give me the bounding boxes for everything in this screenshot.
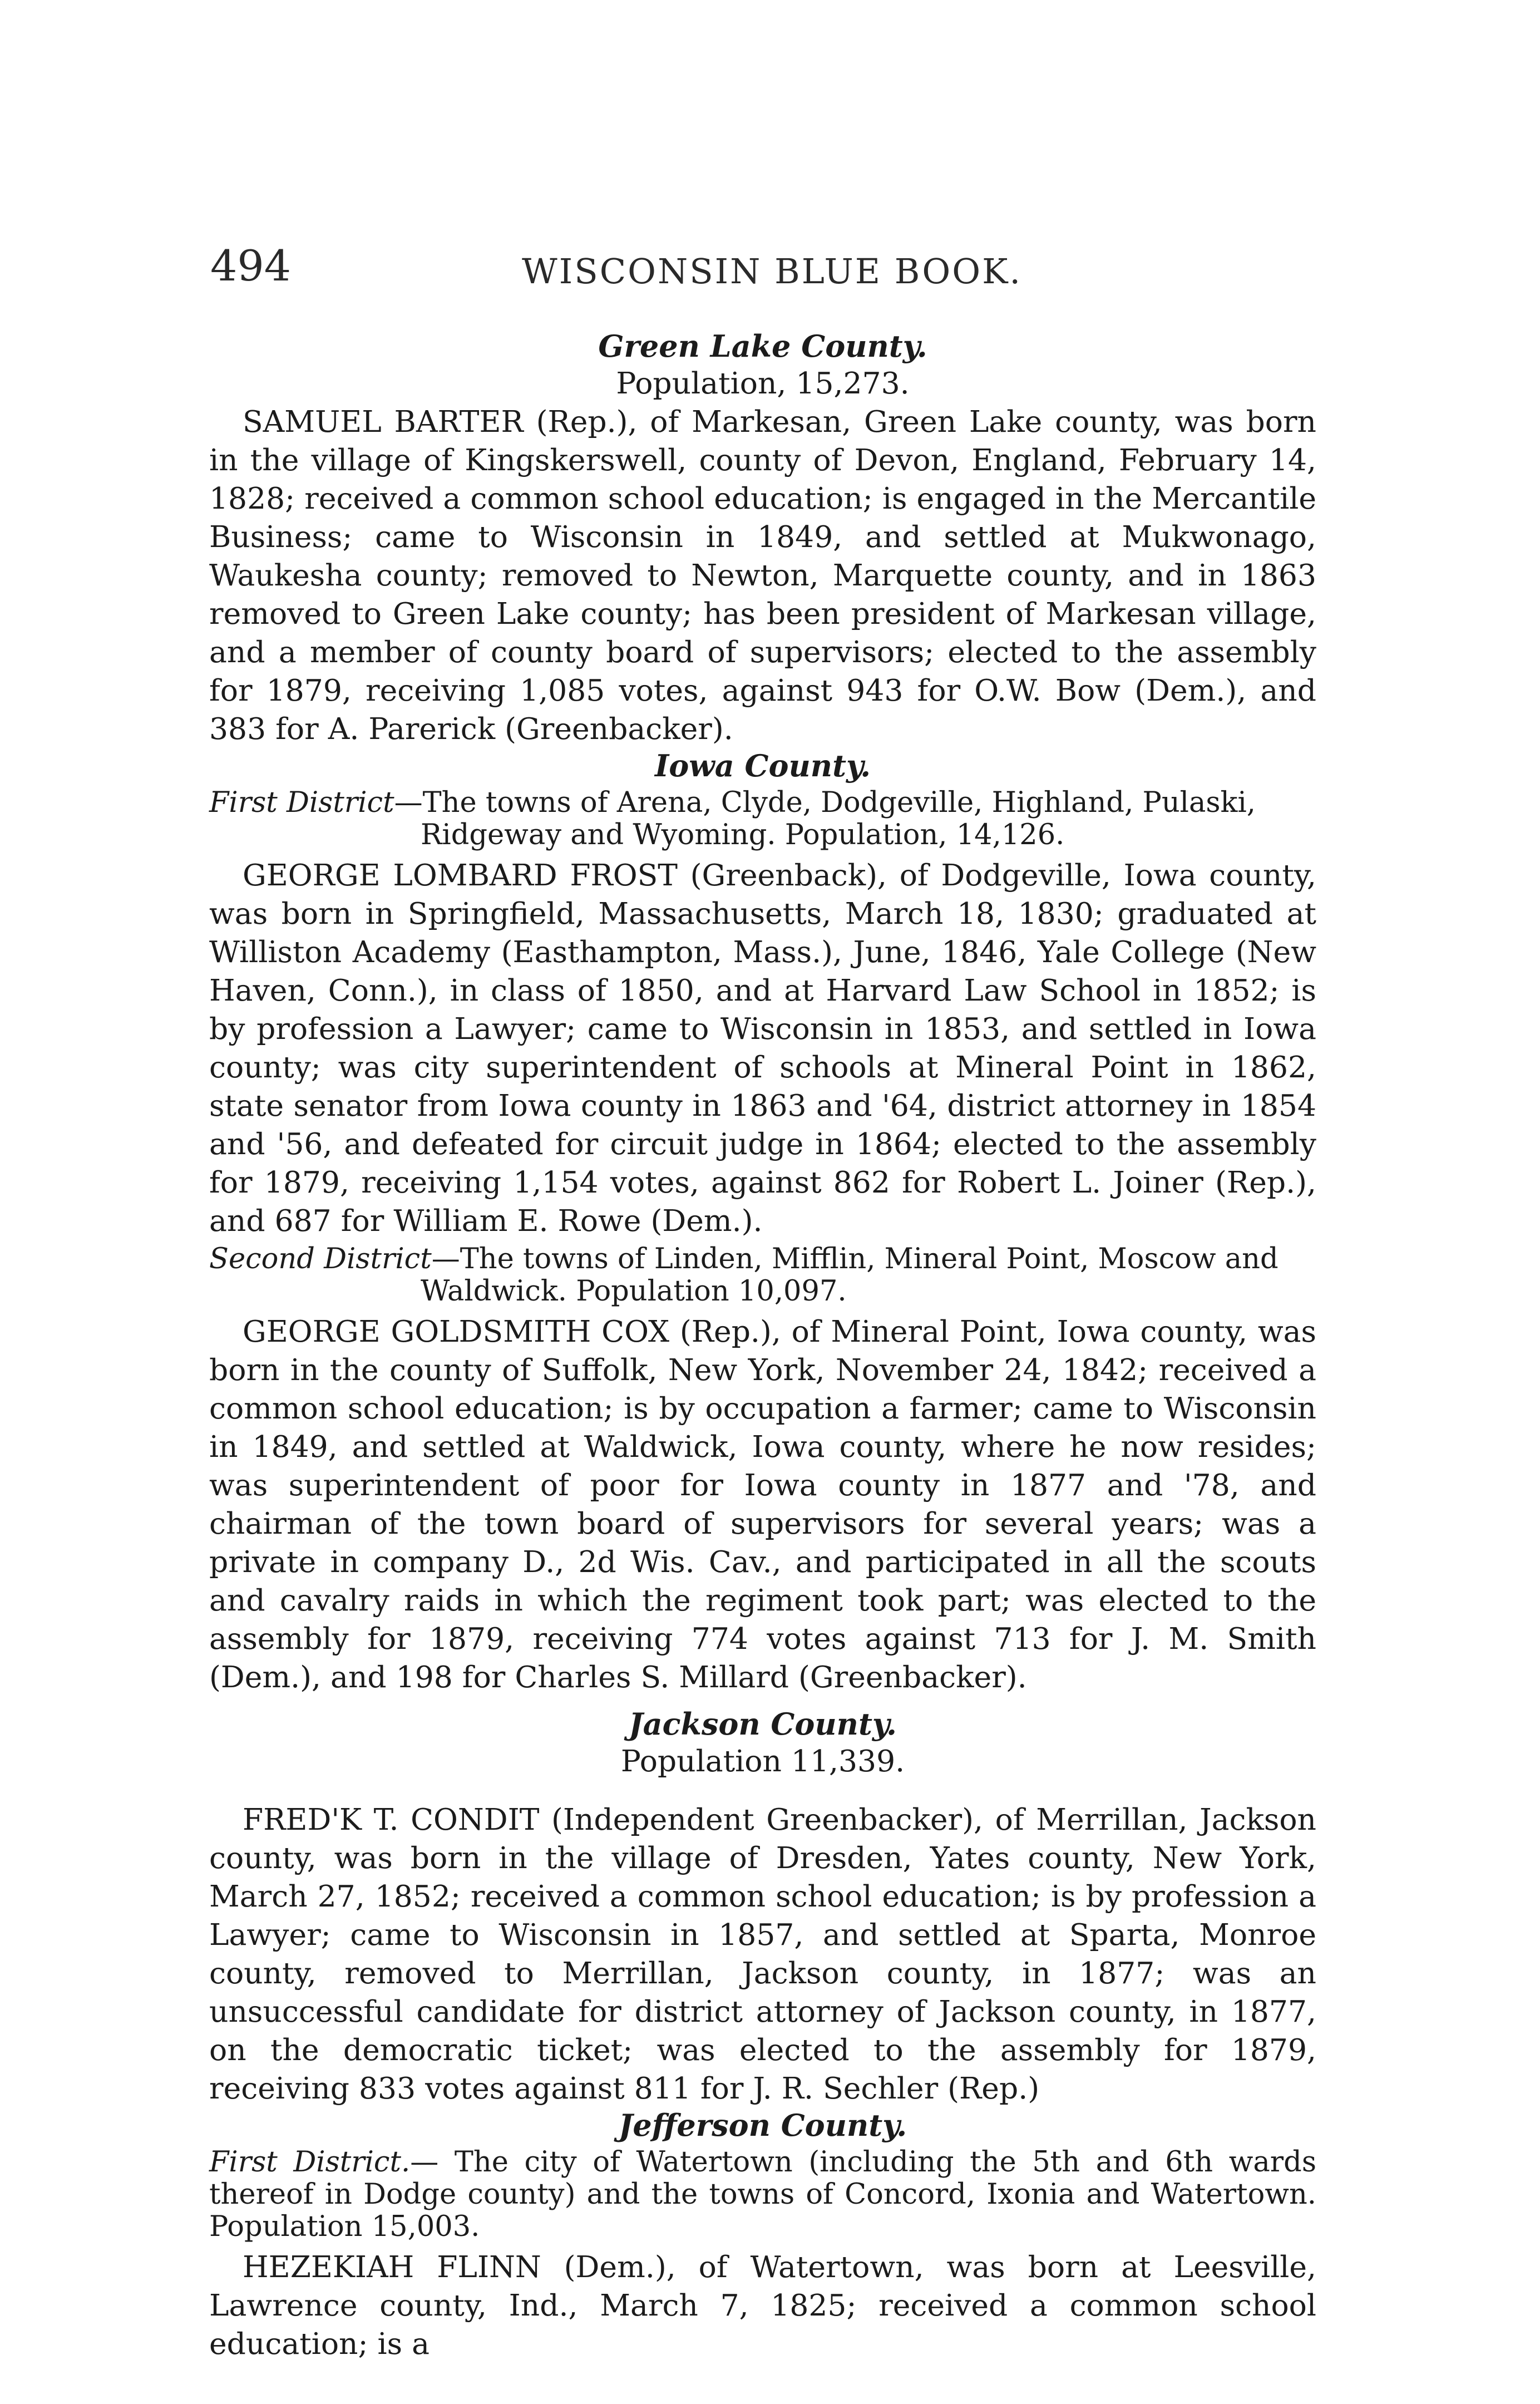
county-heading-jackson: Jackson County. xyxy=(629,1706,897,1742)
district-description-continued: Ridgeway and Wyoming. Population, 14,126. xyxy=(421,819,1065,851)
bio-samuel-barter: SAMUEL BARTER (Rep.), of Markesan, Green Lake county, was born in the village of Kingskerswell, county of Devon, England, February 14, 1828; received a common school education; is engaged in the Mercantile Business; came to Wisconsin in 1849, and settled at Mukwonago, Waukesha county; removed to Newton, Marquette county, and in 1863 removed to Green Lake county; has been president of Markesan village, and a member of county board of supervisors; elected to the assembly for 1879, receiving 1,085 votes, against 943 for O.W. Bow (Dem.), and 383 for A. Parerick (Greenbacker). xyxy=(209,404,1316,746)
county-heading-green-lake: Green Lake County. xyxy=(598,328,927,364)
district-description: —The towns of Linden, Mifflin, Mineral Point, Moscow and xyxy=(431,1243,1279,1275)
bio-hezekiah-flinn: HEZEKIAH FLINN (Dem.), of Watertown, was born at Leesville, Lawrence county, Ind., March 7, 1825; received a common school education; is a xyxy=(209,2249,1316,2361)
district-label: First District xyxy=(209,786,394,819)
population-green-lake: Population, 15,273. xyxy=(616,366,910,401)
bio-george-goldsmith-cox: GEORGE GOLDSMITH COX (Rep.), of Mineral Point, Iowa county, was born in the county of Suffolk, New York, November 24, 1842; received a common school education; is by occupation a farmer; came to Wisconsin in 1849, and settled at Waldwick, Iowa county, where he now resides; was superintendent of poor for Iowa county in 1877 and '78, and chairman of the town board of supervisors for several years; was a private in company D., 2d Wis. Cav., and participated in all the scouts and cavalry raids in which the regiment took part; was elected to the assembly for 1879, receiving 774 votes against 713 for J. M. Smith (Dem.), and 198 for Charles S. Millard (Greenbacker). xyxy=(209,1314,1316,1694)
running-title: WISCONSIN BLUE BOOK. xyxy=(522,251,1023,292)
county-heading-jefferson: Jefferson County. xyxy=(618,2107,907,2143)
district-description: —The towns of Arena, Clyde, Dodgeville, Highland, Pulaski, xyxy=(394,786,1256,819)
district-jefferson-first xyxy=(209,2146,1316,2243)
page-header xyxy=(210,238,1323,305)
district-description: — The city of Watertown (including the 5th and 6th wards thereof in Dodge county) and the towns of Concord, Ixonia and Watertown. Population 15,003. xyxy=(209,2146,1316,2243)
district-iowa-second xyxy=(209,1243,1316,1308)
population-jackson: Population 11,339. xyxy=(620,1743,905,1779)
bio-fredk-t-condit: FRED'K T. CONDIT (Independent Greenbacker), of Merrillan, Jackson county, was born in the village of Dresden, Yates county, New York, March 27, 1852; received a common school education; is by profession a Lawyer; came to Wisconsin in 1857, and settled at Sparta, Monroe county, removed to Merrillan, Jackson county, in 1877; was an unsuccessful candidate for district attorney of Jackson county, in 1877, on the democratic ticket; was elected to the assembly for 1879, receiving 833 votes against 811 for J. R. Sechler (Rep.) xyxy=(209,1802,1316,2106)
bio-george-lombard-frost: GEORGE LOMBARD FROST (Greenback), of Dodgeville, Iowa county, was born in Springfield, Massachusetts, March 18, 1830; graduated at Williston Academy (Easthampton, Mass.), June, 1846, Yale College (New Haven, Conn.), in class of 1850, and at Harvard Law School in 1852; is by profession a Lawyer; came to Wisconsin in 1853, and settled in Iowa county; was city superintendent of schools at Mineral Point in 1862, state senator from Iowa county in 1863 and '64, district attorney in 1854 and '56, and defeated for circuit judge in 1864; elected to the assembly for 1879, receiving 1,154 votes, against 862 for Robert L. Joiner (Rep.), and 687 for William E. Rowe (Dem.). xyxy=(209,858,1316,1238)
district-label: First District. xyxy=(209,2146,411,2179)
district-description-continued: Waldwick. Population 10,097. xyxy=(421,1275,847,1308)
district-label: Second District xyxy=(209,1243,432,1275)
page-body xyxy=(209,328,1316,2363)
page-number: 494 xyxy=(210,241,292,290)
district-iowa-first xyxy=(209,787,1316,851)
county-heading-iowa: Iowa County. xyxy=(655,748,871,784)
